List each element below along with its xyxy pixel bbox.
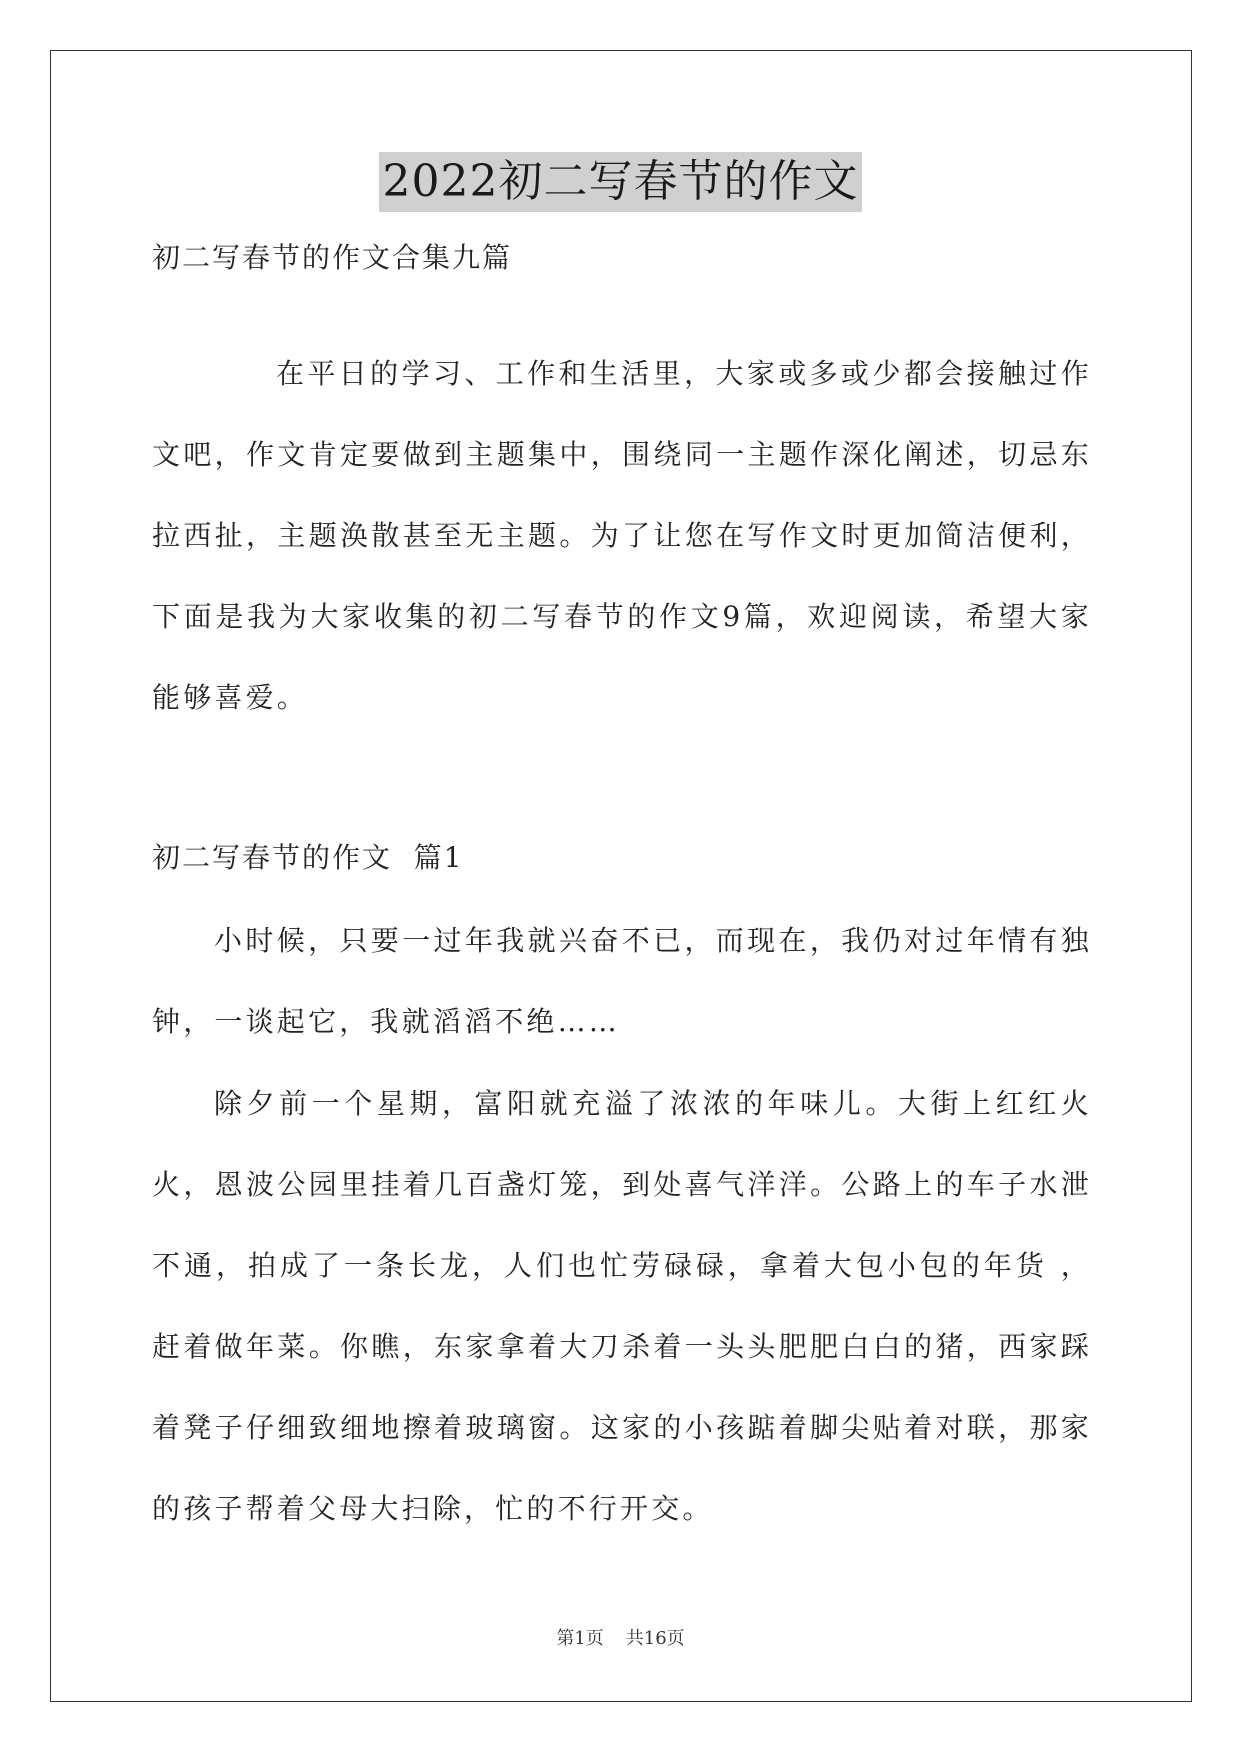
section-heading: 初二写春节的作文 篇1 — [152, 841, 464, 874]
intro-paragraph: 在平日的学习、工作和生活里，大家或多或少都会接触过作文吧，作文肯定要做到主题集中，围绕同一主题作深化阐述，切忌东拉西扯，主题涣散甚至无主题。为了让您在写作文时更加简洁便利，下面是我为大家收集的初二写春节的作文9篇，欢迎阅读，希望大家能够喜爱。 — [152, 357, 1092, 714]
page-footer — [0, 1627, 1241, 1651]
page-total: 共16页 — [625, 1628, 685, 1649]
body-paragraph-2: 除夕前一个星期，富阳就充溢了浓浓的年味儿。大街上红红火火，恩波公园里挂着几百盏灯笼，到处喜气洋洋。公路上的车子水泄不通，拍成了一条长龙，人们也忙劳碌碌，拿着大包小包的年货 ，赶着做年菜。你瞧，东家拿着大刀杀着一头头肥肥白白的猪，西家踩着凳子仔细致细地擦着玻璃窗。这家的小孩踮着脚尖贴着对联，那家的孩子帮着父母大扫除，忙的不行开交。 — [152, 1087, 1092, 1525]
document-title: 2022初二写春节的作文 — [379, 152, 863, 212]
body-paragraph-1: 小时候，只要一过年我就兴奋不已，而现在，我仍对过年情有独钟，一谈起它，我就滔滔不绝…… — [152, 924, 1092, 1038]
title-container — [0, 152, 1241, 212]
document-subtitle: 初二写春节的作文合集九篇 — [152, 241, 513, 274]
page-number: 第1页 — [556, 1628, 604, 1649]
